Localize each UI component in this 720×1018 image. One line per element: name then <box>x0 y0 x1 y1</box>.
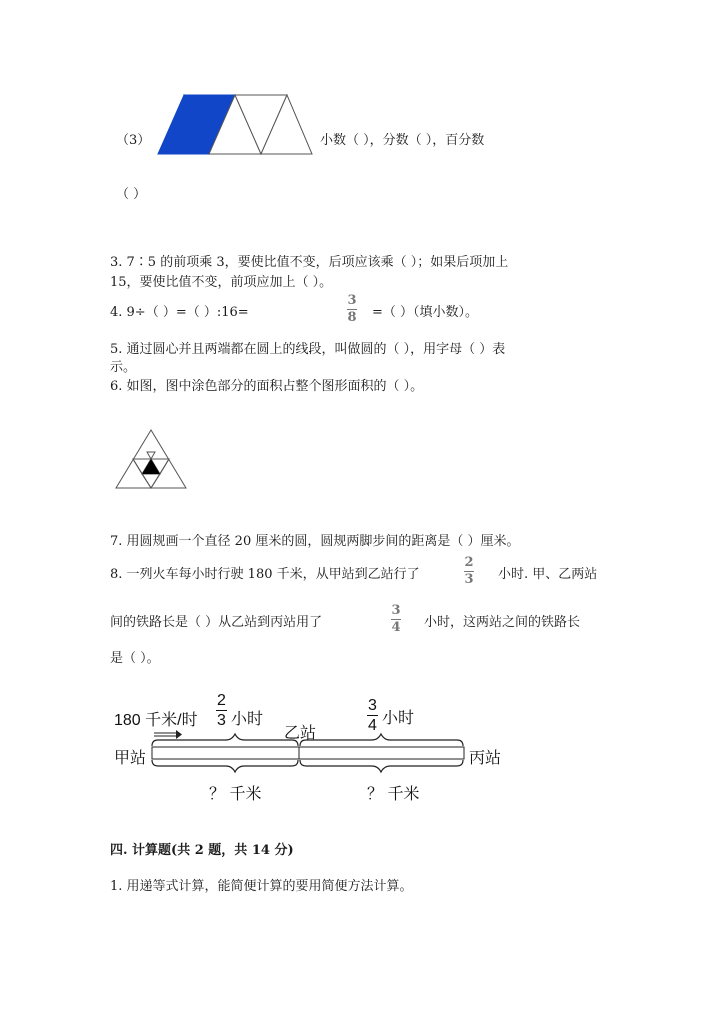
section-4-title: 四. 计算题(共 2 题，共 14 分) <box>110 843 294 858</box>
section-4-q1: 1. 用递等式计算，能简便计算的要用简便方法计算。 <box>110 879 413 894</box>
time2-unit: 小时 <box>382 710 415 727</box>
time2-bar <box>367 715 378 716</box>
station-a-label: 甲站 <box>114 750 147 767</box>
q3-label: （3） <box>116 133 151 148</box>
q8-fraction-2-denominator: 4 <box>391 620 401 635</box>
track-bar <box>152 747 464 759</box>
q3-line1: 小数（ ），分数（ ），百分数 <box>320 133 485 148</box>
direction-arrow-icon <box>154 730 182 739</box>
q3-ratio-line1: 3. 7∶5 的前项乘 3，要使比值不变，后项应该乘（ ）；如果后项加上 <box>110 255 509 270</box>
time1-denominator: 3 <box>217 712 226 729</box>
q4-text-b: =（ ）（填小数）。 <box>372 305 479 320</box>
q8-fraction-2 <box>391 604 401 635</box>
q8-fraction-1 <box>464 556 474 587</box>
unknown-distance-1: ？ 千米 <box>209 786 262 803</box>
unknown-distance-2: ？ 千米 <box>367 786 420 803</box>
time1-bar <box>216 710 227 711</box>
q4-fraction-denominator: 8 <box>347 310 357 325</box>
speed-label: 180 千米/时 <box>114 712 198 729</box>
q8-line1-b: 小时. 甲、乙两站 <box>498 567 598 582</box>
q8-fraction-1-numerator: 2 <box>464 555 474 570</box>
q3-ratio-line2: 15，要使比值不变，前项应加上（ ）。 <box>110 275 333 290</box>
lower-brace-1 <box>152 760 298 772</box>
station-c-label: 丙站 <box>469 750 502 767</box>
q6-triangle-figure <box>114 428 188 492</box>
q8-line2-a: 间的铁路长是（ ）从乙站到丙站用了 <box>110 615 323 630</box>
time1-numerator: 2 <box>217 692 226 709</box>
time1-fraction <box>216 692 227 729</box>
q8-fraction-1-denominator: 3 <box>464 572 474 587</box>
q6-text: 6. 如图，图中涂色部分的面积占整个图形面积的（ ）。 <box>110 379 424 394</box>
time1-unit: 小时 <box>231 711 264 728</box>
lower-brace-2 <box>300 760 463 772</box>
q3-line2: （ ） <box>116 187 147 202</box>
q8-fraction-2-numerator: 3 <box>391 603 401 618</box>
q8-line3: 是（ ）。 <box>110 651 160 666</box>
q5-line2: 示。 <box>110 360 137 375</box>
q4-text-a: 4. 9÷（ ）=（ ）:16= <box>110 305 249 320</box>
time2-numerator: 3 <box>368 697 377 714</box>
upper-brace-2 <box>300 734 463 746</box>
route-track <box>140 726 470 778</box>
q7-text: 7. 用圆规画一个直径 20 厘米的圆，圆规两脚步间的距离是（ ）厘米。 <box>110 534 520 549</box>
station-b-label: 乙站 <box>284 725 317 742</box>
q8-line2-b: 小时，这两站之间的铁路长 <box>424 615 581 630</box>
q4-fraction <box>347 294 357 325</box>
q4-fraction-numerator: 3 <box>347 293 357 308</box>
q3-triangle-strip-figure <box>155 93 315 156</box>
time2-denominator: 4 <box>368 717 377 734</box>
q8-line1-a: 8. 一列火车每小时行驶 180 千米，从甲站到乙站行了 <box>110 567 420 582</box>
q5-line1: 5. 通过圆心并且两端都在圆上的线段，叫做圆的（ ），用字母（ ）表 <box>110 342 506 357</box>
